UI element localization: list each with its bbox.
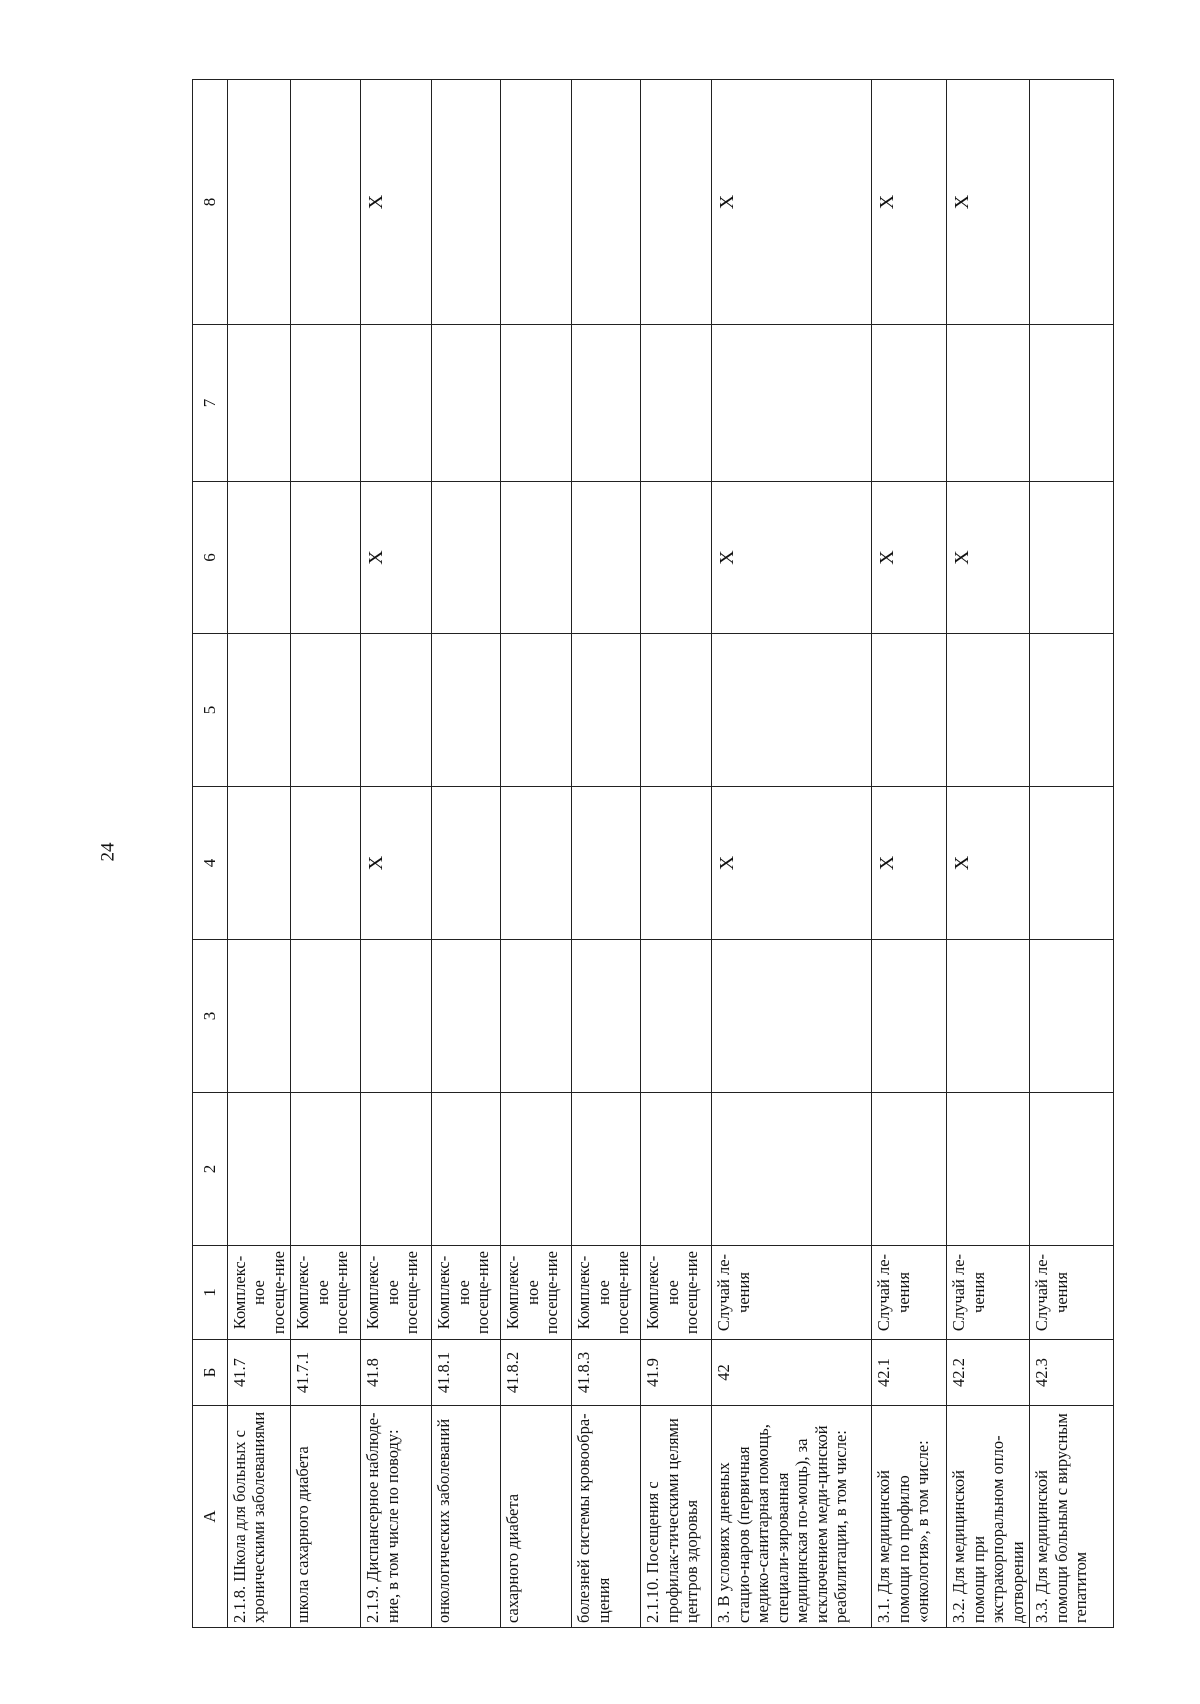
cell-3 [228, 940, 291, 1093]
cell-4: X [947, 787, 1030, 940]
cell-7 [572, 325, 641, 482]
cell-2 [361, 1093, 432, 1246]
cell-7 [872, 325, 947, 482]
table-row [641, 80, 712, 1628]
cell-7 [712, 325, 872, 482]
cell-1: Комплекс-ное посеще-ние [361, 1246, 432, 1340]
cell-2 [501, 1093, 572, 1246]
cell-a: 2.1.10. Посещения с профилак-тическими целями центров здоровья [641, 1406, 712, 1628]
cell-b: 42.3 [1030, 1340, 1114, 1406]
cell-8 [501, 80, 572, 325]
cell-2 [432, 1093, 501, 1246]
cell-8 [572, 80, 641, 325]
cell-b: 41.8.2 [501, 1340, 572, 1406]
cell-6: X [712, 482, 872, 634]
cell-2 [641, 1093, 712, 1246]
cell-2 [572, 1093, 641, 1246]
table-row [712, 80, 872, 1628]
cell-8 [432, 80, 501, 325]
cell-a: сахарного диабета [501, 1406, 572, 1628]
cell-7 [1030, 325, 1114, 482]
cell-4 [501, 787, 572, 940]
cell-a: онкологических заболеваний [432, 1406, 501, 1628]
cell-6 [641, 482, 712, 634]
cell-1: Комплекс-ное посеще-ние [432, 1246, 501, 1340]
column-header-6: 6 [193, 482, 228, 634]
table-row [432, 80, 501, 1628]
cell-5 [361, 634, 432, 787]
cell-5 [947, 634, 1030, 787]
cell-5 [228, 634, 291, 787]
cell-5 [1030, 634, 1114, 787]
column-header-2: 2 [193, 1093, 228, 1246]
cell-6: X [872, 482, 947, 634]
cell-7 [228, 325, 291, 482]
cell-5 [872, 634, 947, 787]
cell-8: X [872, 80, 947, 325]
cell-3 [947, 940, 1030, 1093]
cell-b: 42.1 [872, 1340, 947, 1406]
cell-2 [1030, 1093, 1114, 1246]
cell-4 [228, 787, 291, 940]
cell-2 [228, 1093, 291, 1246]
cell-b: 41.8 [361, 1340, 432, 1406]
cell-a: 3.3. Для медицинской помощи больным с вирусным гепатитом [1030, 1406, 1114, 1628]
cell-a: 3.2. Для медицинской помощи при экстракорпоральном опло-дотворении [947, 1406, 1030, 1628]
cell-1: Комплекс-ное посеще-ние [228, 1246, 291, 1340]
cell-1: Комплекс-ное посеще-ние [641, 1246, 712, 1340]
cell-8: X [361, 80, 432, 325]
cell-a: 3.1. Для медицинской помощи по профилю «онкология», в том числе: [872, 1406, 947, 1628]
cell-a: школа сахарного диабета [291, 1406, 361, 1628]
cell-3 [291, 940, 361, 1093]
column-header-7: 7 [193, 325, 228, 482]
table-row [361, 80, 432, 1628]
page-number: 24 [97, 842, 118, 862]
cell-1: Случай ле-чения [947, 1246, 1030, 1340]
cell-1: Случай ле-чения [1030, 1246, 1114, 1340]
cell-2 [872, 1093, 947, 1246]
cell-6 [501, 482, 572, 634]
cell-b: 41.8.1 [432, 1340, 501, 1406]
cell-7 [432, 325, 501, 482]
cell-8 [641, 80, 712, 325]
cell-2 [291, 1093, 361, 1246]
cell-5 [712, 634, 872, 787]
cell-1: Комплекс-ное посеще-ние [291, 1246, 361, 1340]
data-table-wrapper [192, 80, 1114, 1628]
cell-4 [291, 787, 361, 940]
cell-1: Случай ле-чения [872, 1246, 947, 1340]
cell-4 [572, 787, 641, 940]
cell-3 [361, 940, 432, 1093]
cell-8 [228, 80, 291, 325]
table-row [1030, 80, 1114, 1628]
cell-8: X [947, 80, 1030, 325]
cell-6 [228, 482, 291, 634]
cell-4 [641, 787, 712, 940]
cell-2 [712, 1093, 872, 1246]
cell-4 [1030, 787, 1114, 940]
column-header-5: 5 [193, 634, 228, 787]
cell-6 [1030, 482, 1114, 634]
cell-7 [361, 325, 432, 482]
table-row [501, 80, 572, 1628]
cell-5 [291, 634, 361, 787]
table-row [947, 80, 1030, 1628]
data-table [192, 79, 1114, 1628]
cell-5 [641, 634, 712, 787]
cell-1: Случай ле-чения [712, 1246, 872, 1340]
cell-1: Комплекс-ное посеще-ние [501, 1246, 572, 1340]
cell-8 [291, 80, 361, 325]
cell-2 [947, 1093, 1030, 1246]
column-header-1: 1 [193, 1246, 228, 1340]
column-header-3: 3 [193, 940, 228, 1093]
cell-a: 2.1.9. Диспансерное наблюде-ние, в том числе по поводу: [361, 1406, 432, 1628]
cell-6: X [947, 482, 1030, 634]
cell-b: 41.7.1 [291, 1340, 361, 1406]
cell-3 [712, 940, 872, 1093]
table-row [291, 80, 361, 1628]
table-row [228, 80, 291, 1628]
column-header-b: Б [193, 1340, 228, 1406]
column-header-8: 8 [193, 80, 228, 325]
table-row [572, 80, 641, 1628]
cell-3 [641, 940, 712, 1093]
cell-5 [572, 634, 641, 787]
cell-4: X [872, 787, 947, 940]
header-row [193, 80, 228, 1628]
column-header-4: 4 [193, 787, 228, 940]
cell-4: X [361, 787, 432, 940]
cell-5 [501, 634, 572, 787]
cell-3 [432, 940, 501, 1093]
cell-b: 41.8.3 [572, 1340, 641, 1406]
cell-3 [1030, 940, 1114, 1093]
cell-3 [572, 940, 641, 1093]
cell-1: Комплекс-ное посеще-ние [572, 1246, 641, 1340]
cell-6 [572, 482, 641, 634]
cell-b: 42 [712, 1340, 872, 1406]
cell-5 [432, 634, 501, 787]
table-row [872, 80, 947, 1628]
cell-8 [1030, 80, 1114, 325]
cell-b: 41.7 [228, 1340, 291, 1406]
cell-4: X [712, 787, 872, 940]
cell-7 [947, 325, 1030, 482]
cell-b: 41.9 [641, 1340, 712, 1406]
column-header-a: А [193, 1406, 228, 1628]
cell-a: болезней системы кровообра-щения [572, 1406, 641, 1628]
cell-3 [872, 940, 947, 1093]
cell-6: X [361, 482, 432, 634]
cell-6 [291, 482, 361, 634]
cell-7 [291, 325, 361, 482]
cell-7 [501, 325, 572, 482]
cell-6 [432, 482, 501, 634]
cell-4 [432, 787, 501, 940]
cell-3 [501, 940, 572, 1093]
cell-a: 2.1.8. Школа для больных с хроническими заболеваниями [228, 1406, 291, 1628]
cell-b: 42.2 [947, 1340, 1030, 1406]
cell-7 [641, 325, 712, 482]
cell-a: 3. В условиях дневных стацио-наров (первичная медико-санитарная помощь, специали-зированная медицинская по-мощь), за исключением меди-цинской реабилитации, в том числе: [712, 1406, 872, 1628]
cell-8: X [712, 80, 872, 325]
